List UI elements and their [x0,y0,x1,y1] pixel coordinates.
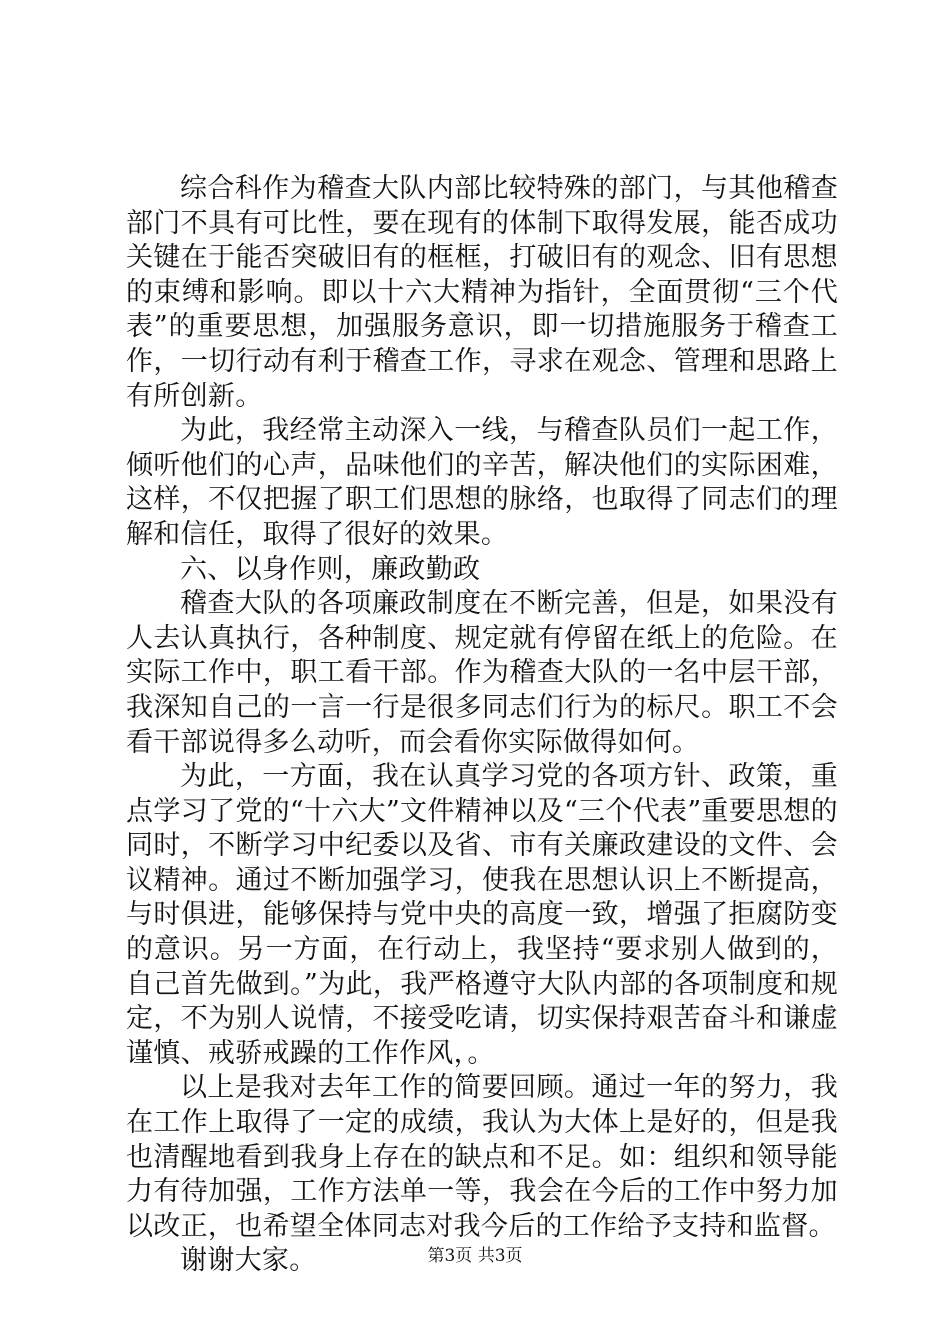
paragraph-2: 为此，我经常主动深入一线，与稽查队员们一起工作，倾听他们的心声，品味他们的辛苦，解决他们的实际困难，这样，不仅把握了职工们思想的脉络，也取得了同志们的理解和信任，取得了很好的效果。 [126,415,838,550]
page-number-footer: 第3页 共3页 [427,1246,523,1266]
paragraph-4: 为此，一方面，我在认真学习党的各项方针、政策，重点学习了党的“十六大”文件精神以及“三个代表”重要思想的同时，不断学习中纪委以及省、市有关廉政建设的文件、会议精神。通过不断加强学习，使我在思想认识上不断提高，与时俱进，能够保持与党中央的高度一致，增强了拒腐防变的意识。另一方面，在行动上，我坚持“要求别人做到的，自己首先做到。”为此，我严格遵守大队内部的各项制度和规定，不为别人说情，不接受吃请，切实保持艰苦奋斗和谦虚谨慎、戒骄戒躁的工作作风，。 [126,761,838,1069]
section-heading: 六、以身作则，廉政勤政 [180,553,481,585]
closing-line: 谢谢大家。 [180,1245,317,1277]
paragraph-5: 以上是我对去年工作的简要回顾。通过一年的努力，我在工作上取得了一定的成绩，我认为大体上是好的，但是我也清醒地看到我身上存在的缺点和不足。如：组织和领导能力有待加强，工作方法单一等，我会在今后的工作中努力加以改正，也希望全体同志对我今后的工作给予支持和监督。 [126,1072,838,1242]
paragraph-1: 综合科作为稽查大队内部比较特殊的部门，与其他稽查部门不具有可比性，要在现有的体制下取得发展，能否成功关键在于能否突破旧有的框框，打破旧有的观念、旧有思想的束缚和影响。即以十六大精神为指针，全面贯彻“三个代表”的重要思想，加强服务意识，即一切措施服务于稽查工作，一切行动有利于稽查工作，寻求在观念、管理和思路上有所创新。 [126,173,838,412]
paragraph-3: 稽查大队的各项廉政制度在不断完善，但是，如果没有人去认真执行，各种制度、规定就有停留在纸上的危险。在实际工作中，职工看干部。作为稽查大队的一名中层干部，我深知自己的一言一行是很多同志们行为的标尺。职工不会看干部说得多么动听，而会看你实际做得如何。 [126,588,838,758]
document-body [126,172,838,1279]
